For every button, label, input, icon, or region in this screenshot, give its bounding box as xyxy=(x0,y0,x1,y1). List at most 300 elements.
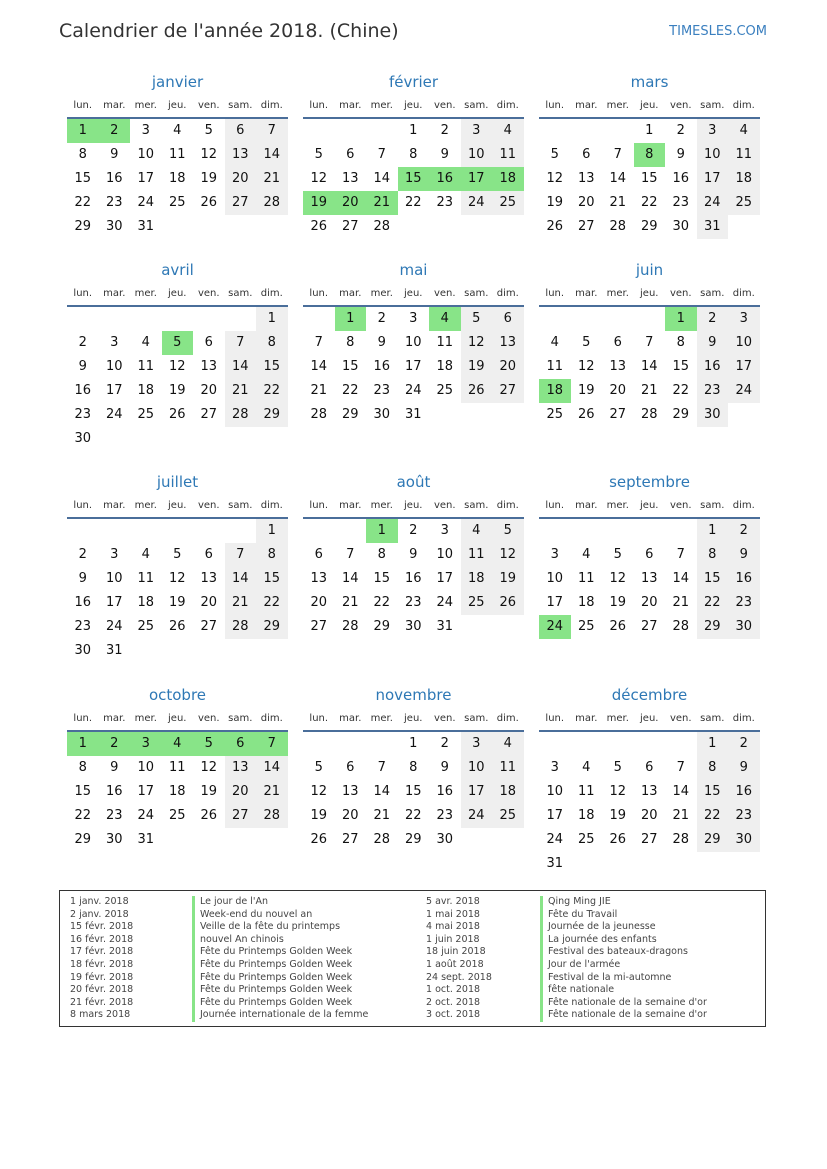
empty-day-cell xyxy=(303,732,335,756)
weekday-label: sam. xyxy=(700,499,725,511)
day-cell: 21 xyxy=(366,191,398,215)
weekday-label: mer. xyxy=(370,287,393,299)
holiday-date: 3 oct. 2018 xyxy=(426,1009,481,1021)
day-cell: 10 xyxy=(137,147,155,162)
weekday-label: jeu. xyxy=(168,99,187,111)
day-cell: 10 xyxy=(105,571,123,586)
empty-day-cell xyxy=(303,519,335,543)
day-cell: 4 xyxy=(141,547,150,562)
day-cell: 20 xyxy=(341,808,359,823)
day-cell: 22 xyxy=(640,195,658,210)
day-cell: 19 xyxy=(492,567,524,591)
weekday-label: ven. xyxy=(433,99,456,111)
day-cell: 5 xyxy=(613,760,622,775)
day-cell: 9 xyxy=(78,571,87,586)
weekday-label: lun. xyxy=(73,287,93,299)
empty-day-cell xyxy=(99,519,131,543)
empty-day-cell xyxy=(539,519,571,543)
day-cell: 29 xyxy=(341,407,359,422)
day-cell: 12 xyxy=(200,760,218,775)
weekday-label: lun. xyxy=(545,499,565,511)
day-cell: 1 xyxy=(645,123,654,138)
day-cell: 23 xyxy=(728,804,760,828)
brand-link[interactable]: TIMESLES.COM xyxy=(669,24,767,39)
weekday-label: lun. xyxy=(545,287,565,299)
day-cell: 13 xyxy=(225,143,257,167)
day-cell: 28 xyxy=(373,219,391,234)
day-cell: 23 xyxy=(697,379,729,403)
day-cell: 29 xyxy=(404,832,422,847)
day-cell: 6 xyxy=(204,335,213,350)
day-cell: 13 xyxy=(577,171,595,186)
day-cell: 9 xyxy=(110,147,119,162)
day-cell: 28 xyxy=(310,407,328,422)
weekday-label: jeu. xyxy=(640,99,659,111)
holiday-name: Le jour de l'An xyxy=(192,896,368,909)
day-cell: 22 xyxy=(672,383,690,398)
day-cell: 7 xyxy=(225,331,257,355)
weekday-label: jeu. xyxy=(404,287,423,299)
day-cell: 1 xyxy=(256,307,288,331)
weekday-label: ven. xyxy=(197,712,220,724)
month-12 xyxy=(539,684,760,876)
day-cell: 26 xyxy=(609,619,627,634)
weekday-label: sam. xyxy=(464,499,489,511)
day-cell: 6 xyxy=(582,147,591,162)
day-cell: 24 xyxy=(105,407,123,422)
month-name: avril xyxy=(161,261,194,279)
holiday-dates-column-1 xyxy=(70,896,133,1022)
day-cell: 13 xyxy=(341,784,359,799)
day-cell: 16 xyxy=(105,171,123,186)
holiday-date: 20 févr. 2018 xyxy=(70,984,134,996)
weekday-label: mar. xyxy=(339,99,362,111)
holiday-name: Fête du Printemps Golden Week xyxy=(192,997,368,1010)
day-cell: 13 xyxy=(310,571,328,586)
empty-day-cell xyxy=(665,732,697,756)
weekday-label: mer. xyxy=(606,99,629,111)
day-cell: 16 xyxy=(74,595,92,610)
day-cell: 23 xyxy=(728,591,760,615)
weekday-header xyxy=(67,93,288,119)
day-cell: 14 xyxy=(609,171,627,186)
day-cell: 23 xyxy=(404,595,422,610)
day-cell: 4 xyxy=(162,732,194,756)
day-cell: 27 xyxy=(577,219,595,234)
day-cell: 21 xyxy=(256,167,288,191)
day-cell: 26 xyxy=(168,407,186,422)
holiday-date: 8 mars 2018 xyxy=(70,1009,131,1021)
day-cell: 3 xyxy=(130,732,162,756)
day-cell: 24 xyxy=(461,191,493,215)
day-cell: 11 xyxy=(436,335,454,350)
day-cell: 25 xyxy=(492,804,524,828)
day-cell: 12 xyxy=(168,571,186,586)
empty-day-cell xyxy=(99,307,131,331)
day-cell: 16 xyxy=(105,784,123,799)
day-cell: 16 xyxy=(74,383,92,398)
day-cell: 29 xyxy=(697,828,729,852)
day-cell: 25 xyxy=(137,619,155,634)
day-cell: 4 xyxy=(461,519,493,543)
empty-day-cell xyxy=(634,307,666,331)
day-cell: 27 xyxy=(310,619,328,634)
day-cell: 8 xyxy=(377,547,386,562)
weekday-label: mar. xyxy=(103,287,126,299)
weekday-label: sam. xyxy=(464,712,489,724)
day-cell: 7 xyxy=(613,147,622,162)
day-cell: 8 xyxy=(78,760,87,775)
day-cell: 27 xyxy=(640,619,658,634)
weekday-label: jeu. xyxy=(404,99,423,111)
empty-day-cell xyxy=(539,732,571,756)
day-cell: 22 xyxy=(697,804,729,828)
weekday-label: mar. xyxy=(339,712,362,724)
day-grid xyxy=(303,732,524,852)
day-cell: 29 xyxy=(672,407,690,422)
holiday-dates-column-2 xyxy=(426,896,492,1022)
day-cell: 14 xyxy=(310,359,328,374)
weekday-header xyxy=(539,493,760,519)
day-cell: 24 xyxy=(728,379,760,403)
day-grid xyxy=(539,119,760,239)
empty-day-cell xyxy=(571,119,603,143)
day-cell: 22 xyxy=(256,379,288,403)
day-cell: 2 xyxy=(728,519,760,543)
day-cell: 26 xyxy=(492,591,524,615)
weekday-header xyxy=(539,281,760,307)
weekday-label: sam. xyxy=(228,287,253,299)
day-grid xyxy=(539,519,760,639)
day-cell: 30 xyxy=(728,828,760,852)
day-cell: 8 xyxy=(676,335,685,350)
day-cell: 17 xyxy=(546,808,564,823)
day-cell: 3 xyxy=(550,547,559,562)
day-cell: 19 xyxy=(609,595,627,610)
day-cell: 15 xyxy=(373,571,391,586)
day-grid xyxy=(539,732,760,876)
weekday-label: mer. xyxy=(370,499,393,511)
day-cell: 21 xyxy=(672,595,690,610)
day-cell: 12 xyxy=(200,147,218,162)
day-cell: 2 xyxy=(99,732,131,756)
day-cell: 17 xyxy=(461,167,493,191)
day-cell: 28 xyxy=(672,832,690,847)
day-cell: 25 xyxy=(546,407,564,422)
month-11 xyxy=(303,684,524,852)
day-cell: 29 xyxy=(74,219,92,234)
holiday-name: Jour de l'armée xyxy=(540,959,707,972)
holiday-date: 1 août 2018 xyxy=(426,958,484,970)
day-cell: 14 xyxy=(256,143,288,167)
day-cell: 25 xyxy=(168,808,186,823)
holiday-names-column-1 xyxy=(192,896,368,1022)
holiday-name: Fête du Printemps Golden Week xyxy=(192,946,368,959)
day-cell: 27 xyxy=(225,191,257,215)
day-cell: 31 xyxy=(697,215,729,239)
day-cell: 24 xyxy=(105,619,123,634)
day-cell: 28 xyxy=(373,832,391,847)
day-cell: 26 xyxy=(200,808,218,823)
weekday-label: ven. xyxy=(433,712,456,724)
day-cell: 18 xyxy=(137,383,155,398)
day-cell: 24 xyxy=(539,615,571,639)
day-cell: 15 xyxy=(398,167,430,191)
day-cell: 15 xyxy=(74,784,92,799)
day-cell: 31 xyxy=(546,856,564,871)
day-cell: 5 xyxy=(193,732,225,756)
day-cell: 3 xyxy=(110,547,119,562)
weekday-label: mer. xyxy=(134,287,157,299)
day-cell: 11 xyxy=(577,784,595,799)
month-1 xyxy=(67,71,288,239)
holiday-name: Fête du Printemps Golden Week xyxy=(192,972,368,985)
day-cell: 23 xyxy=(672,195,690,210)
day-cell: 4 xyxy=(429,307,461,331)
empty-day-cell xyxy=(665,519,697,543)
day-cell: 13 xyxy=(640,571,658,586)
day-cell: 9 xyxy=(409,547,418,562)
day-cell: 15 xyxy=(672,359,690,374)
day-cell: 30 xyxy=(672,219,690,234)
day-cell: 23 xyxy=(436,195,454,210)
day-cell: 2 xyxy=(697,307,729,331)
empty-day-cell xyxy=(130,519,162,543)
day-cell: 17 xyxy=(137,784,155,799)
day-cell: 4 xyxy=(582,760,591,775)
day-cell: 17 xyxy=(105,383,123,398)
day-cell: 21 xyxy=(225,379,257,403)
day-cell: 18 xyxy=(728,167,760,191)
holiday-name: Fête du Printemps Golden Week xyxy=(192,959,368,972)
day-cell: 1 xyxy=(335,307,367,331)
holiday-date: 2 oct. 2018 xyxy=(426,996,481,1008)
weekday-label: mar. xyxy=(103,99,126,111)
day-cell: 8 xyxy=(346,335,355,350)
day-cell: 13 xyxy=(200,571,218,586)
day-cell: 18 xyxy=(461,567,493,591)
weekday-label: dim. xyxy=(732,99,755,111)
day-cell: 16 xyxy=(728,780,760,804)
day-cell: 10 xyxy=(546,571,564,586)
day-cell: 22 xyxy=(373,595,391,610)
day-cell: 16 xyxy=(404,571,422,586)
day-grid xyxy=(67,307,288,451)
holiday-date: 1 mai 2018 xyxy=(426,908,480,920)
empty-day-cell xyxy=(634,732,666,756)
weekday-label: ven. xyxy=(197,499,220,511)
day-cell: 22 xyxy=(697,591,729,615)
day-cell: 28 xyxy=(256,191,288,215)
holiday-date: 16 févr. 2018 xyxy=(70,933,134,945)
day-cell: 25 xyxy=(492,191,524,215)
day-cell: 26 xyxy=(461,379,493,403)
month-name: mai xyxy=(399,261,428,279)
day-cell: 10 xyxy=(697,143,729,167)
day-cell: 14 xyxy=(373,784,391,799)
day-cell: 5 xyxy=(162,331,194,355)
weekday-label: mer. xyxy=(606,499,629,511)
day-cell: 10 xyxy=(461,143,493,167)
day-cell: 31 xyxy=(105,643,123,658)
weekday-label: jeu. xyxy=(640,712,659,724)
weekday-label: lun. xyxy=(309,287,329,299)
day-cell: 17 xyxy=(546,595,564,610)
weekday-label: sam. xyxy=(464,287,489,299)
weekday-label: dim. xyxy=(496,712,519,724)
day-cell: 27 xyxy=(341,219,359,234)
day-cell: 22 xyxy=(74,808,92,823)
empty-day-cell xyxy=(571,307,603,331)
weekday-label: jeu. xyxy=(404,499,423,511)
day-cell: 18 xyxy=(492,167,524,191)
day-cell: 16 xyxy=(373,359,391,374)
day-cell: 7 xyxy=(645,335,654,350)
holiday-date: 4 mai 2018 xyxy=(426,921,480,933)
day-cell: 13 xyxy=(341,171,359,186)
holiday-date: 18 juin 2018 xyxy=(426,946,486,958)
day-cell: 15 xyxy=(256,355,288,379)
month-2 xyxy=(303,71,524,239)
day-cell: 6 xyxy=(645,547,654,562)
month-5 xyxy=(303,259,524,427)
day-cell: 20 xyxy=(225,167,257,191)
day-cell: 16 xyxy=(429,167,461,191)
day-cell: 3 xyxy=(409,311,418,326)
day-cell: 5 xyxy=(314,147,323,162)
day-cell: 2 xyxy=(377,311,386,326)
day-cell: 15 xyxy=(697,780,729,804)
day-cell: 30 xyxy=(74,431,92,446)
day-cell: 28 xyxy=(225,615,257,639)
weekday-label: dim. xyxy=(496,287,519,299)
day-cell: 11 xyxy=(577,571,595,586)
holiday-names-column-2 xyxy=(540,896,707,1022)
weekday-label: ven. xyxy=(433,287,456,299)
day-cell: 6 xyxy=(346,760,355,775)
day-cell: 4 xyxy=(550,335,559,350)
empty-day-cell xyxy=(335,119,367,143)
holiday-name: Festival des bateaux-dragons xyxy=(540,946,707,959)
day-cell: 1 xyxy=(665,307,697,331)
holiday-name: La journée des enfants xyxy=(540,934,707,947)
day-cell: 25 xyxy=(137,407,155,422)
weekday-label: lun. xyxy=(73,99,93,111)
day-cell: 6 xyxy=(314,547,323,562)
day-grid xyxy=(303,119,524,239)
holiday-name: Fête nationale de la semaine d'or xyxy=(540,1009,707,1022)
day-cell: 19 xyxy=(168,383,186,398)
day-cell: 1 xyxy=(67,119,99,143)
day-cell: 11 xyxy=(168,760,186,775)
holiday-name: fête nationale xyxy=(540,984,707,997)
day-cell: 3 xyxy=(461,732,493,756)
day-cell: 9 xyxy=(78,359,87,374)
day-cell: 20 xyxy=(577,195,595,210)
empty-day-cell xyxy=(602,732,634,756)
day-cell: 21 xyxy=(640,383,658,398)
day-cell: 11 xyxy=(728,143,760,167)
day-cell: 18 xyxy=(436,359,454,374)
weekday-label: mar. xyxy=(575,287,598,299)
day-cell: 23 xyxy=(373,383,391,398)
day-cell: 2 xyxy=(409,523,418,538)
weekday-label: mer. xyxy=(134,499,157,511)
day-cell: 29 xyxy=(697,615,729,639)
day-cell: 25 xyxy=(461,591,493,615)
day-cell: 12 xyxy=(168,359,186,374)
weekday-label: ven. xyxy=(197,287,220,299)
day-cell: 17 xyxy=(137,171,155,186)
day-cell: 2 xyxy=(78,335,87,350)
weekday-label: mar. xyxy=(339,287,362,299)
weekday-label: lun. xyxy=(309,99,329,111)
weekday-label: lun. xyxy=(309,499,329,511)
empty-day-cell xyxy=(539,119,571,143)
day-cell: 18 xyxy=(492,780,524,804)
day-cell: 13 xyxy=(609,359,627,374)
day-cell: 18 xyxy=(168,171,186,186)
empty-day-cell xyxy=(335,732,367,756)
day-cell: 16 xyxy=(728,567,760,591)
weekday-label: ven. xyxy=(197,99,220,111)
day-cell: 11 xyxy=(546,359,564,374)
day-cell: 19 xyxy=(168,595,186,610)
month-name: novembre xyxy=(375,686,452,704)
weekday-label: jeu. xyxy=(168,287,187,299)
day-cell: 20 xyxy=(640,595,658,610)
weekday-label: dim. xyxy=(732,712,755,724)
weekday-label: sam. xyxy=(228,712,253,724)
holiday-name: nouvel An chinois xyxy=(192,934,368,947)
day-grid xyxy=(303,519,524,639)
day-cell: 22 xyxy=(256,591,288,615)
day-cell: 8 xyxy=(697,543,729,567)
empty-day-cell xyxy=(303,119,335,143)
day-grid xyxy=(303,307,524,427)
weekday-label: mer. xyxy=(606,712,629,724)
day-cell: 28 xyxy=(341,619,359,634)
empty-day-cell xyxy=(634,519,666,543)
empty-day-cell xyxy=(602,519,634,543)
day-cell: 15 xyxy=(404,784,422,799)
holiday-name: Festival de la mi-automne xyxy=(540,972,707,985)
day-cell: 2 xyxy=(99,119,131,143)
weekday-label: mer. xyxy=(134,712,157,724)
weekday-label: jeu. xyxy=(404,712,423,724)
day-cell: 10 xyxy=(461,756,493,780)
day-cell: 1 xyxy=(697,519,729,543)
day-grid xyxy=(67,732,288,852)
day-cell: 6 xyxy=(225,119,257,143)
day-cell: 12 xyxy=(310,171,328,186)
empty-day-cell xyxy=(225,519,257,543)
day-cell: 27 xyxy=(341,832,359,847)
day-cell: 9 xyxy=(440,147,449,162)
day-cell: 23 xyxy=(74,619,92,634)
empty-day-cell xyxy=(303,307,335,331)
day-cell: 7 xyxy=(225,543,257,567)
day-cell: 9 xyxy=(728,756,760,780)
day-cell: 3 xyxy=(461,119,493,143)
day-cell: 14 xyxy=(640,359,658,374)
day-cell: 19 xyxy=(200,171,218,186)
day-cell: 26 xyxy=(609,832,627,847)
day-cell: 19 xyxy=(546,195,564,210)
weekday-label: dim. xyxy=(496,499,519,511)
day-cell: 27 xyxy=(492,379,524,403)
empty-day-cell xyxy=(571,732,603,756)
